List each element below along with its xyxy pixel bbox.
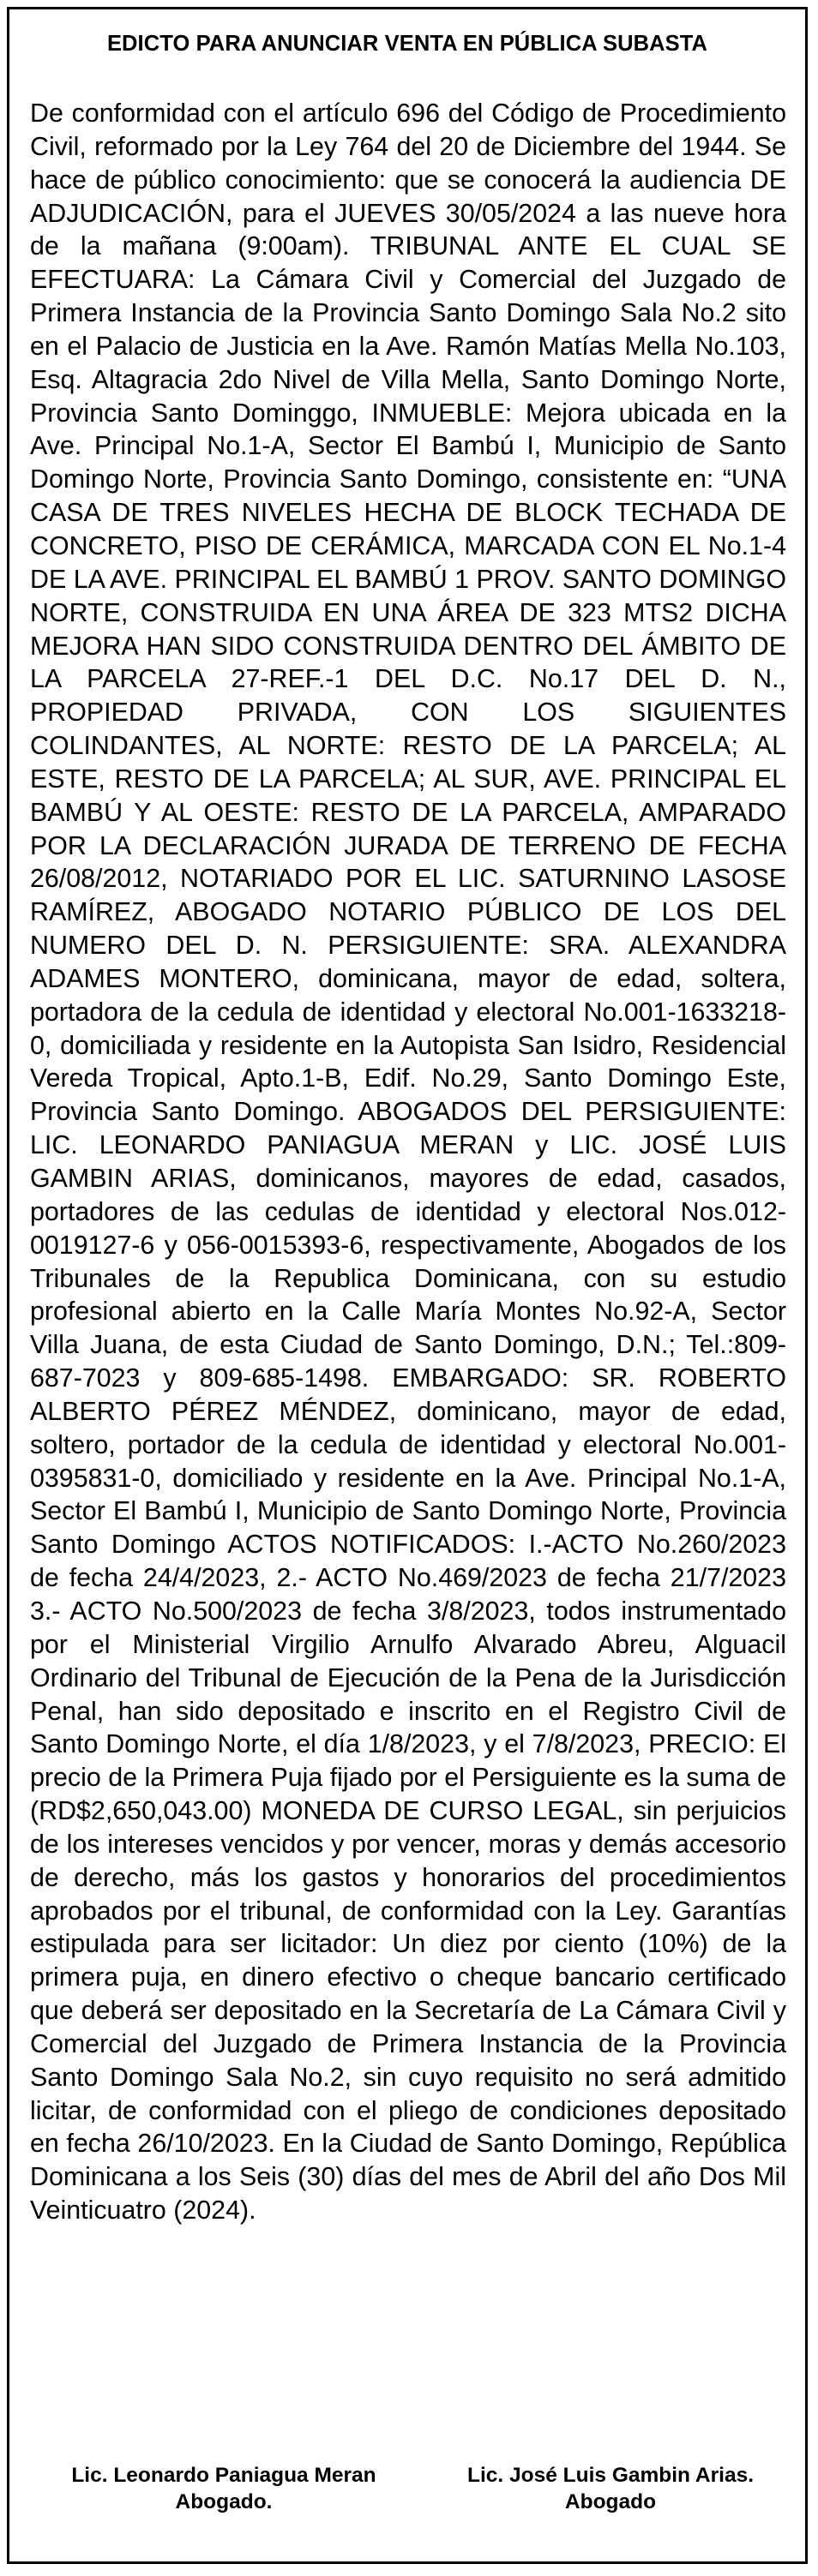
signature-right-title: Abogado [564, 2490, 657, 2513]
signature-left-name: Lic. Leonardo Paniagua Meran [71, 2464, 376, 2487]
edict-title: EDICTO PARA ANUNCIAR VENTA EN PÚBLICA SUBASTA [106, 32, 708, 56]
edict-frame [7, 7, 808, 2564]
signature-left-title: Abogado. [175, 2490, 273, 2513]
signature-left [27, 2462, 421, 2515]
signature-right-name: Lic. José Luis Gambin Arias. [466, 2464, 755, 2487]
signature-right [426, 2462, 795, 2515]
edict-body-text: De conformidad con el artículo 696 del Código de Procedimiento Civil, reformado por la Ley 764 del 20 de Diciembre del 1944. Se hace de público conocimiento: que se conocerá la audiencia DE ADJUDICACIÓN, para el JUEVES 30/05/2024 a las nueve hora de la mañana (9:00am). TRIBUNAL ANTE EL CUAL SE EFECTUARA: La Cámara Civil y Comercial del Juzgado de Primera Instancia de la Provincia Santo Domingo Sala No.2 sito en el Palacio de Justicia en la Ave. Ramón Matías Mella No.103, Esq. Altagracia 2do Nivel de Villa Mella, Santo Domingo Norte, Provincia Santo Dominggo, INMUEBLE: Mejora ubicada en la Ave. Principal No.1-A, Sector El Bambú I, Municipio de Santo Domingo Norte, Provincia Santo Domingo, consistente en: “UNA CASA DE TRES NIVELES HECHA DE BLOCK TECHADA DE CONCRETO, PISO DE CERÁMICA, MARCADA CON EL No.1-4 DE LA AVE. PRINCIPAL EL BAMBÚ 1 PROV. SANTO DOMINGO NORTE, CONSTRUIDA EN UNA ÁREA DE 323 MTS2 DICHA MEJORA HAN SIDO CONSTRUIDA DENTRO DEL ÁMBITO DE LA PARCELA 27-REF.-1 DEL D.C. No.17 DEL D. N., PROPIEDAD PRIVADA, CON LOS SIGUIENTES COLINDANTES, AL NORTE: RESTO DE LA PARCELA; AL ESTE, RESTO DE LA PARCELA; AL SUR, AVE. PRINCIPAL EL BAMBÚ Y AL OESTE: RESTO DE LA PARCELA, AMPARADO POR LA DECLARACIÓN JURADA DE TERRENO DE FECHA 26/08/2012, NOTARIADO POR EL LIC. SATURNINO LASOSE RAMÍREZ, ABOGADO NOTARIO PÚBLICO DE LOS DEL NUMERO DEL D. N. PERSIGUIENTE: SRA. ALEXANDRA ADAMES MONTERO, dominicana, mayor de edad, soltera, portadora de la cedula de identidad y electoral No.001-1633218-0, domiciliada y residente en la Autopista San Isidro, Residencial Vereda Tropical, Apto.1-B, Edif. No.29, Santo Domingo Este, Provincia Santo Domingo. ABOGADOS DEL PERSIGUIENTE: LIC. LEONARDO PANIAGUA MERAN y LIC. JOSÉ LUIS GAMBIN ARIAS, dominicanos, mayores de edad, casados, portadores de las cedulas de identidad y electoral Nos.012- 0019127-6 y 056-0015393-6, respectivamente, Abogados de los Tribunales de la Republica Dominicana, con su estudio profesional abierto en la Calle María Montes No.92-A, Sector Villa Juana, de esta Ciudad de Santo Domingo, D.N.; Tel.:809-687-7023 y 809-685-1498. EMBARGADO: SR. ROBERTO ALBERTO PÉREZ MÉNDEZ, dominicano, mayor de edad, soltero, portador de la cedula de identidad y electoral No.001-0395831-0, domiciliado y residente en la Ave. Principal No.1-A, Sector El Bambú I, Municipio de Santo Domingo Norte, Provincia Santo Domingo ACTOS NOTIFICADOS: I.-ACTO No.260/2023 de fecha 24/4/2023, 2.- ACTO No.469/2023 de fecha 21/7/2023 3.- ACTO No.500/2023 de fecha 3/8/2023, todos instrumentado por el Ministerial Virgilio Arnulfo Alvarado Abreu, Alguacil Ordinario del Tribunal de Ejecución de la Pena de la Jurisdicción Penal, han sido depositado e inscrito en el Registro Civil de Santo Domingo Norte, el día 1/8/2023, y el 7/8/2023, PRECIO: El precio de la Primera Puja fijado por el Persiguiente es la suma de (RD$2,650,043.00) MONEDA DE CURSO LEGAL, sin perjuicios de los intereses vencidos y por vencer, moras y demás accesorio de derecho, más los gastos y honorarios del procedimientos aprobados por el tribunal, de conformidad con la Ley. Garantías estipulada para ser licitador: Un diez por ciento (10%) de la primera puja, en dinero efectivo o cheque bancario certificado que deberá ser depositado en la Secretaría de La Cámara Civil y Comercial del Juzgado de Primera Instancia de la Provincia Santo Domingo Sala No.2, sin cuyo requisito no será admitido licitar, de conformidad con el pliego de condiciones depositado en fecha 26/10/2023. En la Ciudad de Santo Domingo, República Dominicana a los Seis (30) días del mes de Abril del año Dos Mil Veinticuatro (2024). [30, 99, 786, 2226]
